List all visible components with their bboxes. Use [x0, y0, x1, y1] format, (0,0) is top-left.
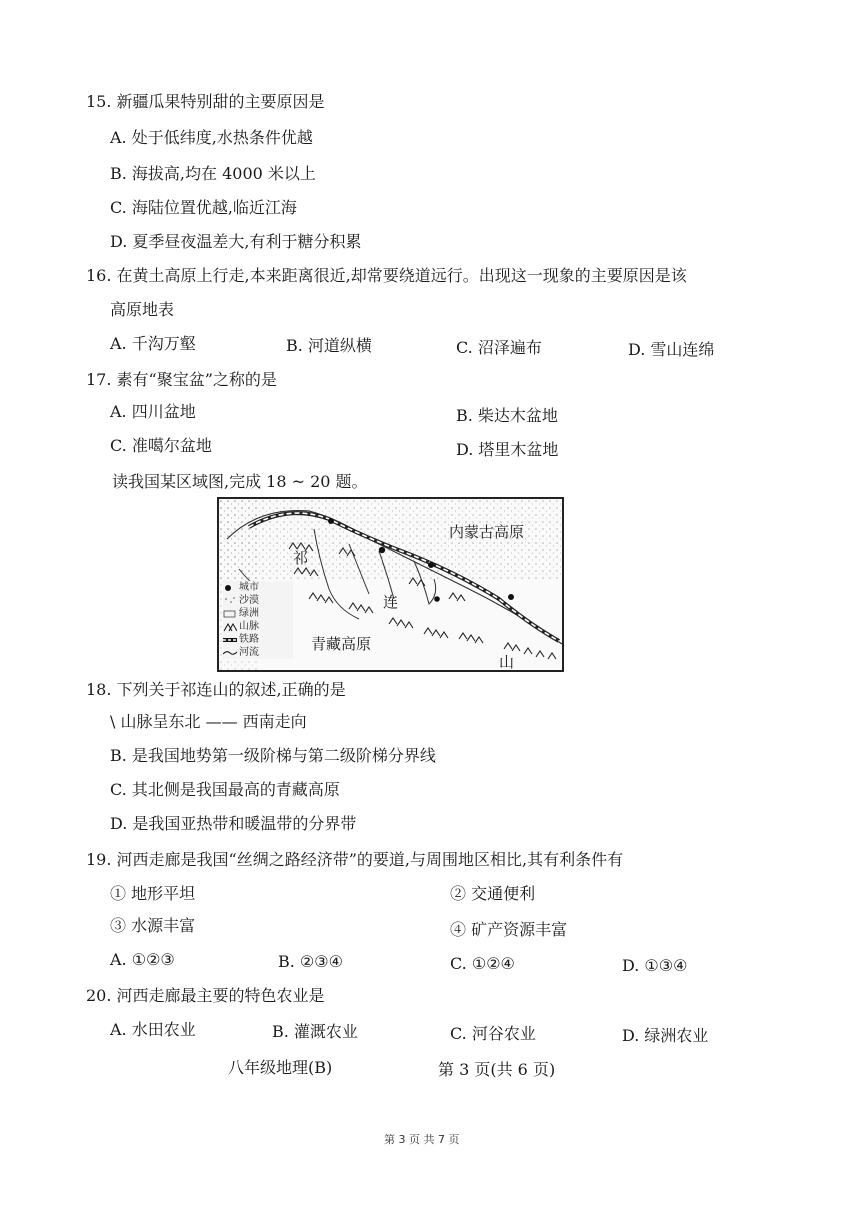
q18-stem: 18. 下列关于祁连山的叙述,正确的是 — [86, 680, 346, 699]
legend-mountain: 山脉 — [223, 620, 293, 633]
q19-stem: 19. 河西走廊是我国“丝绸之路经济带”的要道,与周围地区相比,其有利条件有 — [86, 850, 624, 869]
city-icon — [223, 583, 237, 593]
mountain-icon — [223, 622, 237, 632]
q16-stem-line2: 高原地表 — [110, 300, 175, 319]
map-label-shan: 山 — [499, 653, 515, 671]
q15-option-a: A. 处于低纬度,水热条件优越 — [110, 128, 313, 147]
q19-item-3: ③ 水源丰富 — [110, 916, 196, 935]
q17-option-a: A. 四川盆地 — [110, 402, 196, 421]
footer-page-info: 第 3 页(共 6 页) — [438, 1060, 556, 1079]
map-label-lian: 连 — [383, 593, 399, 611]
q20-option-d: D. 绿洲农业 — [622, 1026, 709, 1045]
q18-option-b: B. 是我国地势第一级阶梯与第二级阶梯分界线 — [110, 746, 436, 765]
map-label-qi: 祁 — [293, 549, 309, 567]
q18-option-a: \ 山脉呈东北 —— 西南走向 — [110, 712, 307, 731]
q17-option-b: B. 柴达木盆地 — [456, 406, 558, 425]
q19-item-2: ② 交通便利 — [450, 884, 536, 903]
q16-option-a: A. 千沟万壑 — [110, 334, 196, 353]
map-label-inner-mongolia: 内蒙古高原 — [449, 523, 525, 541]
q16-stem-line1: 16. 在黄土高原上行走,本来距离很近,却常要绕道远行。出现这一现象的主要原因是该 — [86, 266, 687, 285]
legend-river: 河流 — [223, 646, 293, 659]
legend-desert: 沙漠 — [223, 594, 293, 607]
q19-item-4: ④ 矿产资源丰富 — [450, 920, 568, 939]
region-map — [217, 497, 564, 672]
footer-subject: 八年级地理(B) — [228, 1058, 333, 1077]
map-label-qinghai-tibet: 青藏高原 — [311, 635, 372, 653]
q20-option-c: C. 河谷农业 — [450, 1024, 536, 1043]
q19-option-a: A. ①②③ — [110, 950, 175, 969]
legend-railway: 铁路 — [223, 633, 293, 646]
q16-option-c: C. 沼泽遍布 — [456, 338, 542, 357]
q20-option-b: B. 灌溉农业 — [272, 1022, 358, 1041]
q19-option-d: D. ①③④ — [622, 956, 688, 975]
legend-city: 城市 — [223, 581, 293, 594]
river-icon — [223, 648, 237, 658]
map-legend — [223, 581, 293, 659]
q20-option-a: A. 水田农业 — [110, 1020, 196, 1039]
q16-option-d: D. 雪山连绵 — [628, 340, 715, 359]
q15-option-b: B. 海拔高,均在 4000 米以上 — [110, 164, 316, 183]
q15-stem: 15. 新疆瓜果特别甜的主要原因是 — [86, 92, 325, 111]
q17-option-d: D. 塔里木盆地 — [456, 440, 559, 459]
q19-option-b: B. ②③④ — [278, 952, 343, 971]
q15-option-d: D. 夏季昼夜温差大,有利于糖分积累 — [110, 232, 362, 251]
q17-option-c: C. 准噶尔盆地 — [110, 436, 212, 455]
q19-item-1: ① 地形平坦 — [110, 884, 196, 903]
railway-icon — [223, 635, 237, 645]
q19-option-c: C. ①②④ — [450, 954, 515, 973]
q18-option-d: D. 是我国亚热带和暖温带的分界带 — [110, 814, 357, 833]
legend-oasis: 绿洲 — [223, 607, 293, 620]
map-intro: 读我国某区域图,完成 18 ~ 20 题。 — [112, 472, 368, 491]
oasis-icon — [223, 609, 237, 619]
q20-stem: 20. 河西走廊最主要的特色农业是 — [86, 986, 325, 1005]
document-page-number: 第 3 页 共 7 页 — [384, 1133, 460, 1146]
desert-icon — [223, 596, 237, 606]
q16-option-b: B. 河道纵横 — [286, 336, 372, 355]
q17-stem: 17. 素有“聚宝盆”之称的是 — [86, 370, 277, 389]
q15-option-c: C. 海陆位置优越,临近江海 — [110, 198, 297, 217]
q18-option-c: C. 其北侧是我国最高的青藏高原 — [110, 780, 340, 799]
